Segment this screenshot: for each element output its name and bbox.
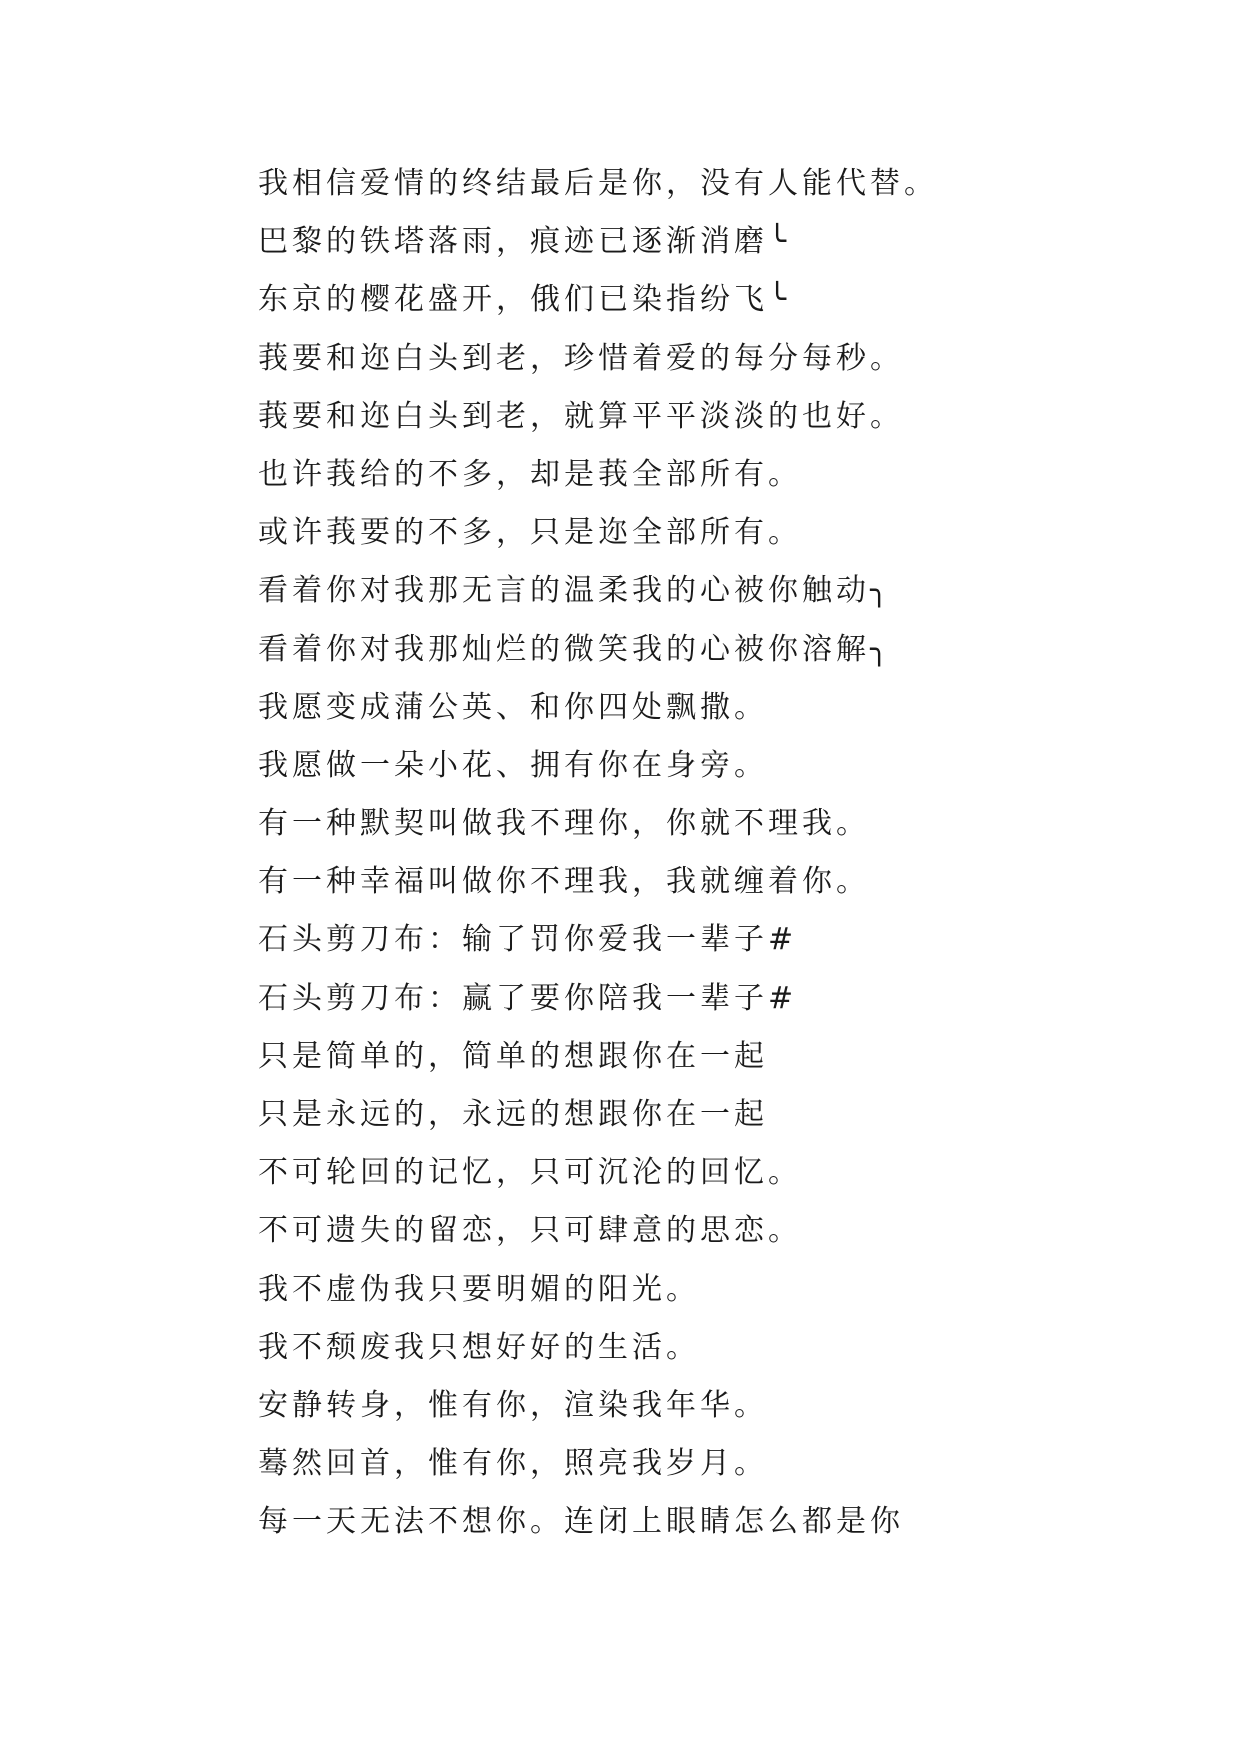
text-line: 也许莪给的不多，却是莪全部所有。: [258, 456, 802, 492]
text-line: 我不虚伪我只要明媚的阳光。: [258, 1271, 700, 1307]
text-line: 石头剪刀布：输了罚你爱我一辈子#: [258, 922, 798, 958]
text-line: 莪要和迩白头到老，珍惜着爱的每分每秒。: [258, 340, 904, 376]
text-line: 东京的樱花盛开，俄们已染指纷飞╰: [258, 282, 791, 318]
text-line: 或许莪要的不多，只是迩全部所有。: [258, 515, 802, 551]
text-line: 只是简单的，简单的想跟你在一起: [258, 1038, 768, 1074]
text-line: 看着你对我那灿烂的微笑我的心被你溶解╮: [258, 631, 893, 667]
text-line: 我相信爱情的终结最后是你，没有人能代替。: [258, 166, 938, 201]
text-line: 巴黎的铁塔落雨，痕迹已逐渐消磨╰: [258, 224, 791, 260]
text-line: 每一天无法不想你。连闭上眼睛怎么都是你: [258, 1504, 904, 1540]
text-line: 我愿变成蒲公英、和你四处飘撒。: [258, 689, 768, 725]
text-line: 只是永远的，永远的想跟你在一起: [258, 1097, 768, 1132]
text-line: 蓦然回首，惟有你，照亮我岁月。: [258, 1446, 768, 1482]
text-line: 莪要和迩白头到老，就算平平淡淡的也好。: [258, 398, 904, 434]
text-line: 不可轮回的记忆，只可沉沦的回忆。: [258, 1155, 802, 1191]
text-line: 安静转身，惟有你，渲染我年华。: [258, 1387, 768, 1423]
text-line: 不可遗失的留恋，只可肆意的思恋。: [258, 1213, 802, 1249]
text-line: 我愿做一朵小花、拥有你在身旁。: [258, 747, 768, 783]
poem-text-block: [258, 155, 1198, 1552]
text-line: 有一种幸福叫做你不理我，我就缠着你。: [258, 864, 870, 900]
text-line: 我不颓废我只想好好的生活。: [258, 1329, 700, 1365]
text-line: 石头剪刀布：赢了要你陪我一辈子#: [258, 980, 798, 1016]
text-line: 看着你对我那无言的温柔我的心被你触动╮: [258, 573, 893, 609]
text-line: 有一种默契叫做我不理你，你就不理我。: [258, 806, 870, 842]
